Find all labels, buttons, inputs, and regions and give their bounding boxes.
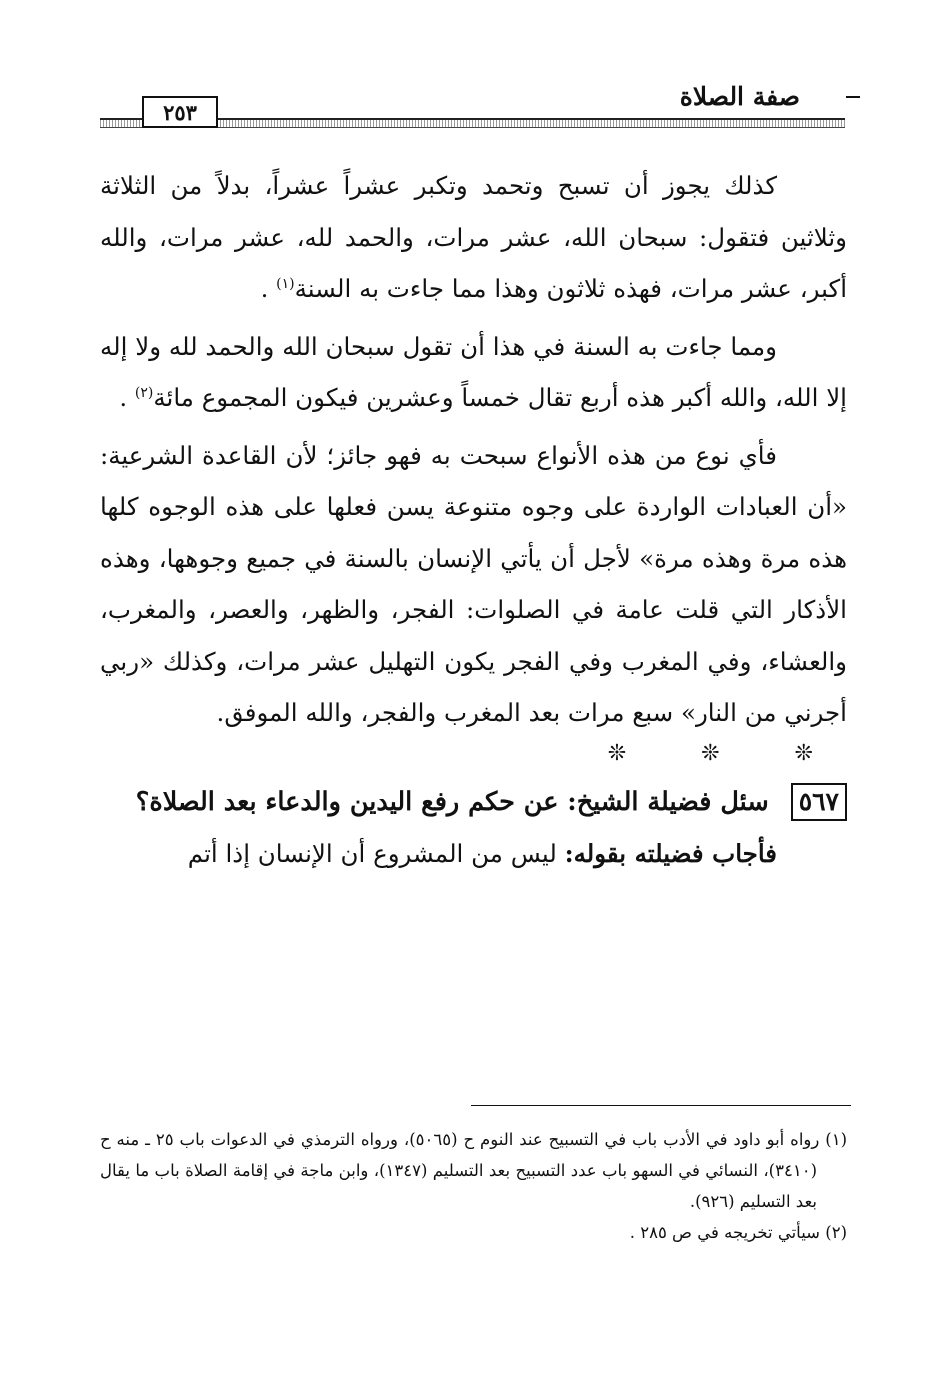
answer-text: ليس من المشروع أن الإنسان إذا أتم [187, 838, 565, 868]
footnote-rule [471, 1105, 851, 1106]
footnotes [100, 1124, 847, 1248]
page-number: ٢٥٣ [142, 96, 218, 128]
question [100, 777, 847, 828]
answer-lead: فأجاب فضيلته بقوله: [564, 838, 777, 868]
main-text [100, 160, 847, 879]
footnote-ref-2: (٢) [134, 384, 154, 401]
footnote-ref-1: (١) [276, 275, 295, 292]
question-text: سئل فضيلة الشيخ: عن حكم رفع اليدين والدعاء بعد الصلاة؟ [135, 786, 769, 817]
paragraph-3: فأي نوع من هذه الأنواع سبحت به فهو جائز؛ لأن القاعدة الشرعية: «أن العبادات الواردة على وجوه متنوعة يسن فعلها على هذه الوجوه كلها هذه مرة وهذه مرة» لأجل أن يأتي الإنسان بالسنة في جميع وجوهها، وهذه الأذكار التي قلت عامة في الصلوات: الفجر، والظهر، والعصر، والمغرب، والعشاء، وفي المغرب وفي الفجر يكون التهليل عشر مرات، وكذلك «ربي أجرني من النار» سبع مرات بعد المغرب والفجر، والله الموفق. [100, 440, 847, 727]
paragraph-2 [100, 321, 847, 424]
paragraph-2-text: ومما جاءت به السنة في هذا أن تقول سبحان الله والحمد لله ولا إله إلا الله، والله أكبر هذه أربع تقال خمساً وعشرين فيكون المجموع مائة [100, 331, 847, 412]
running-title: صفة الصلاة [679, 82, 800, 111]
footnote-2: (٢) سيأتي تخريجه في ص ٢٨٥ . [629, 1223, 847, 1242]
question-number: ٥٦٧ [791, 783, 847, 821]
section-separator: ❊ ❊ ❊ [607, 740, 847, 766]
paragraph-1-text: كذلك يجوز أن تسبح وتحمد وتكبر عشراً عشراً، بدلاً من الثلاثة وثلاثين فتقول: سبحان الله، عشر مرات، والحمد لله، عشر مرات، والله أكبر، عشر مرات، فهذه ثلاثون وهذا مما جاءت به السنة [100, 171, 847, 303]
paragraph-1 [100, 160, 847, 315]
answer [100, 828, 847, 880]
header-dash [846, 96, 860, 98]
paragraph-2-end: . [119, 383, 135, 412]
paragraph-1-end: . [260, 274, 277, 303]
footnote-1: (١) رواه أبو داود في الأدب باب في التسبيح عند النوم ح (٥٠٦٥)، ورواه الترمذي في الدعوات باب ٢٥ ـ منه ح (٣٤١٠)، النسائي في السهو باب عدد التسبيح بعد التسليم (١٣٤٧)، وابن ماجة في إقامة الصلاة باب ما يقال بعد التسليم (٩٢٦). [100, 1130, 847, 1211]
page-header [100, 80, 845, 132]
